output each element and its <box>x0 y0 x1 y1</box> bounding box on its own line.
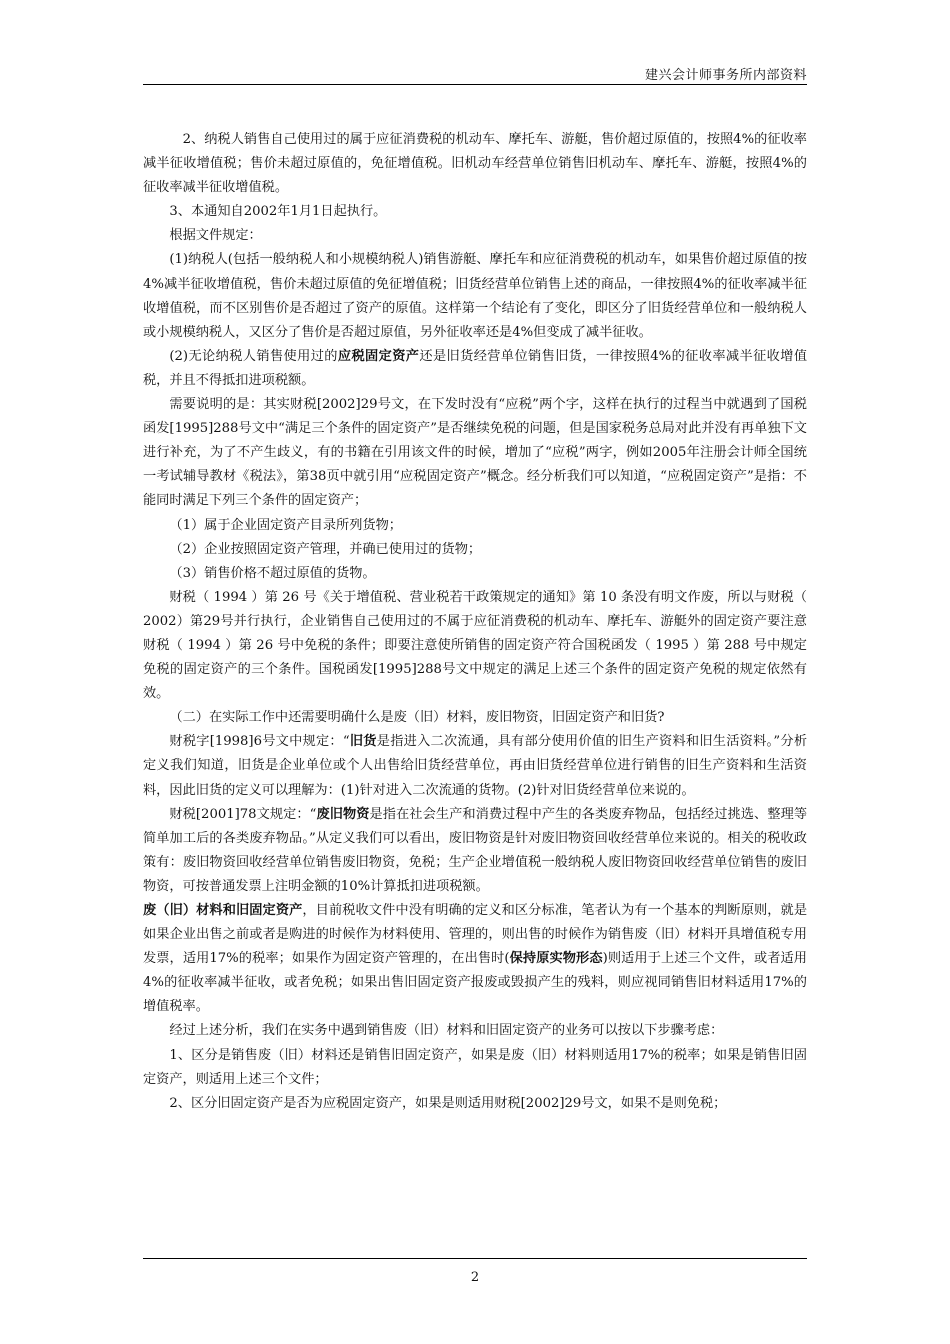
text-span: 2、区分旧固定资产是否为应税固定资产，如果是则适用财税[2002]29号文，如果不是则免税； <box>169 1095 727 1111</box>
list-item <box>143 538 807 562</box>
list-item <box>143 562 807 586</box>
paragraph <box>143 1044 807 1092</box>
text-span: 3、本通知自2002年1月1日起执行。 <box>169 204 387 220</box>
text-span: 是指进入二次流通，具有部分使用价值的旧生产资料和旧生活资料。”分析定义我们知道，旧货是企业单位或个人出售给旧货经营单位，再由旧货经营单位进行销售的旧生产资料和生活资料，因此旧货的定义可以理解为：(1)针对进入二次流通的货物。(2)针对旧货经营单位来说的。 <box>143 734 808 798</box>
paragraph <box>143 345 807 393</box>
footer-divider <box>143 1258 807 1259</box>
text-span: 根据文件规定： <box>169 228 262 244</box>
bold-term: 旧货 <box>349 734 377 750</box>
header-title: 建兴会计师事务所内部资料 <box>644 68 807 83</box>
document-body <box>143 128 807 1116</box>
paragraph <box>143 1019 807 1043</box>
text-span: 还是旧货经营单位销售旧货，一律按照4%的征收率减半征收增值税，并且不得抵扣进项税额。 <box>143 348 808 388</box>
paragraph <box>143 586 807 706</box>
text-span: 需要说明的是：其实财税[2002]29号文，在下发时没有“应税”两个字，这样在执行的过程当中就遇到了国税函发[1995]288号文中“满足三个条件的固定资产”是否继续免税的问题，但是国家税务总局对此并没有再单独下文进行补充，为了不产生歧义，有的书籍在引用该文件的时候，增加了“应税”两字，例如2005年注册会计师全国统一考试辅导教材《税法》，第38页中就引用“应税固定资产”概念。经分析我们可以知道，“应税固定资产”是指：不能同时满足下列三个条件的固定资产； <box>143 397 807 509</box>
page-number: 2 <box>470 1270 480 1285</box>
text-span: (1)纳税人(包括一般纳税人和小规模纳税人)销售游艇、摩托车和应征消费税的机动车，如果售价超过原值的按4%减半征收增值税，售价未超过原值的免征增值税；旧货经营单位销售上述的商品，一律按照4%的征收率减半征收增值税，而不区别售价是否超过了资产的原值。这样第一个结论有了变化，即区分了旧货经营单位和一般纳税人或小规模纳税人，又区分了售价是否超过原值，另外征收率还是4%但变成了减半征收。 <box>143 252 807 340</box>
bold-term: 保持原实物形态 <box>509 951 603 967</box>
text-span: 1、区分是销售废（旧）材料还是销售旧固定资产，如果是废（旧）材料则适用17%的税率；如果是销售旧固定资产，则适用上述三个文件； <box>143 1047 807 1087</box>
paragraph <box>143 899 807 1019</box>
text-span: (2)无论纳税人销售使用过的 <box>169 348 338 364</box>
text-span: （2）企业按照固定资产管理，并确已使用过的货物； <box>169 541 482 557</box>
text-span: 财税（ 1994 ）第 26 号《关于增值税、营业税若干政策规定的通知》第 10 条没有明文作废，所以与财税（ 2002）第29号并行执行，企业销售自己使用过的不属于应征消费税的机动车、摩托车、游艇外的固定资产要注意财税（ 1994 ）第 26 号中免税的条件；即要注意使所销售的固定资产符合国税函发（ 1995 ）第 288 号中规定免税的固定资产的三个条件。国税函发[1995]288号文中规定的满足上述三个条件的固定资产免税的规定依然有效。 <box>143 589 807 702</box>
bold-term: 废旧物资 <box>316 806 370 822</box>
text-span: ，目前税收文件中没有明确的定义和区分标准，笔者认为有一个基本的判断原则，就是如果企业出售之前或者是购进的时候作为材料使用、管理的，则出售的时候作为销售废（旧）材料开具增值税专用发票，适用17%的税率；如果作为固定资产管理的，在出售时( <box>143 903 808 967</box>
header-divider <box>143 84 807 85</box>
text-span: （3）销售价格不超过原值的货物。 <box>169 565 376 581</box>
paragraph <box>143 393 807 513</box>
paragraph <box>143 248 807 344</box>
bold-term: 废（旧）材料和旧固定资产 <box>143 903 303 918</box>
list-item <box>143 514 807 538</box>
paragraph <box>143 706 807 730</box>
text-span: 财税[2001]78文规定：“ <box>169 806 317 822</box>
text-span: 2、纳税人销售自己使用过的属于应征消费税的机动车、摩托车、游艇，售价超过原值的，按照4%的征收率减半征收增值税；售价未超过原值的，免征增值税。旧机动车经营单位销售旧机动车、摩托车、游艇，按照4%的征收率减半征收增值税。 <box>143 132 807 196</box>
paragraph <box>143 730 807 802</box>
bold-term: 应税固定资产 <box>337 348 420 364</box>
paragraph <box>143 1092 807 1116</box>
text-span: 是指在社会生产和消费过程中产生的各类废弃物品，包括经过挑选、整理等简单加工后的各类废弃物品。”从定义我们可以看出，废旧物资是针对废旧物资回收经营单位来说的。相关的税收政策有：废旧物资回收经营单位销售废旧物资，免税；生产企业增值税一般纳税人废旧物资回收经营单位销售的废旧物资，可按普通发票上注明金额的10%计算抵扣进项税额。 <box>143 806 808 894</box>
paragraph <box>143 803 807 899</box>
text-span: （1）属于企业固定资产目录所列货物； <box>169 517 402 533</box>
text-span: )则适用于上述三个文件，或者适用4%的征收率减半征收，或者免税；如果出售旧固定资产报废或毁损产生的残料，则应视同销售旧材料适用17%的增值税率。 <box>143 951 807 1015</box>
paragraph <box>143 200 807 224</box>
text-span: 经过上述分析，我们在实务中遇到销售废（旧）材料和旧固定资产的业务可以按以下步骤考虑： <box>169 1023 724 1039</box>
text-span: （二）在实际工作中还需要明确什么是废（旧）材料，废旧物资，旧固定资产和旧货? <box>169 710 665 726</box>
text-span: 财税字[1998]6号文中规定：“ <box>169 734 350 750</box>
paragraph <box>143 128 807 200</box>
paragraph <box>143 224 807 248</box>
